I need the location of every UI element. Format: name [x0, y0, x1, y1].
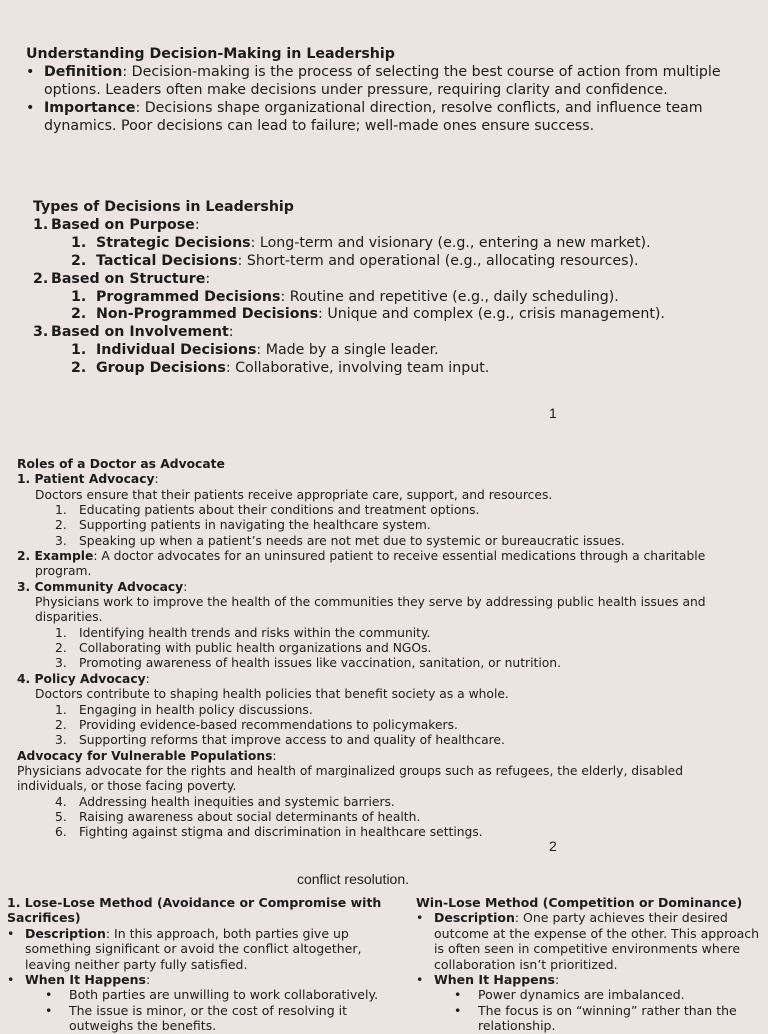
heading-community-advocacy: 3. Community Advocacy: — [17, 579, 188, 594]
section-title: Types of Decisions in Leadership — [33, 199, 294, 215]
list-item: 1. Identifying health trends and risks within the community. — [55, 625, 431, 640]
list-item: 1. Educating patients about their conditions and treatment options. — [55, 503, 480, 518]
list-item: 1. Based on Purpose: — [33, 216, 200, 233]
types-of-decisions-section — [33, 199, 753, 378]
conflict-resolution-title: conflict resolution. — [296, 871, 410, 887]
list-item: 3. Based on Involvement: — [33, 324, 234, 341]
list-item: 2. Providing evidence-based recommendations to policymakers. — [55, 717, 458, 732]
doctor-advocate-section — [17, 457, 747, 841]
paragraph: Physicians work to improve the health of the communities they serve by addressing public health issues and disparities. — [35, 595, 706, 625]
when-bullet: • When It Happens: — [7, 972, 387, 987]
list-item: • Power dynamics are imbalanced. — [416, 987, 761, 1002]
list-item: 5. Raising awareness about social determinants of health. — [55, 809, 421, 824]
list-item: 1. Strategic Decisions: Long-term and visionary (e.g., entering a new market). — [71, 234, 651, 251]
heading-policy-advocacy: 4. Policy Advocacy: — [17, 671, 150, 686]
column-heading: Win-Lose Method (Competition or Dominance) — [416, 895, 743, 910]
paragraph: Doctors ensure that their patients receive appropriate care, support, and resources. — [35, 487, 553, 502]
section-title: Understanding Decision-Making in Leadership — [26, 46, 395, 62]
heading-vulnerable-populations: Advocacy for Vulnerable Populations: — [17, 748, 277, 763]
page-number: 1 — [549, 405, 557, 421]
page-number: 2 — [549, 838, 557, 854]
list-item: 2. Based on Structure: — [33, 270, 211, 287]
paragraph: Physicians advocate for the rights and health of marginalized groups such as refugees, the elderly, disabled individuals, or those facing poverty. — [17, 763, 684, 794]
list-item: 3. Speaking up when a patient’s needs are not met due to systemic or bureaucratic issues. — [55, 533, 625, 548]
when-bullet: • When It Happens: — [416, 972, 761, 987]
column-heading: 1. Lose-Lose Method (Avoidance or Compromise with Sacrifices) — [7, 895, 382, 926]
win-lose-column — [416, 895, 761, 1034]
paragraph: Doctors contribute to shaping health policies that benefit society as a whole. — [35, 687, 509, 702]
lose-lose-column — [7, 895, 387, 1034]
heading-example: 2. Example: A doctor advocates for an uninsured patient to receive essential medications through a charitable program. — [17, 549, 706, 579]
list-item: 6. Fighting against stigma and discrimination in healthcare settings. — [55, 825, 483, 840]
description-bullet: • Description: In this approach, both parties give up something significant or avoid the conflict altogether, leaving neither party fully satisfied. — [7, 926, 387, 972]
list-item: • The issue is minor, or the cost of resolving it outweighs the benefits. — [7, 1003, 387, 1034]
section-title: Roles of a Doctor as Advocate — [17, 457, 225, 471]
definition-bullet: • Definition: Decision-making is the process of selecting the best course of action from multiple options. Leaders often make decisions under pressure, requiring clarity and confidence. — [26, 63, 726, 99]
list-item: • Both parties are unwilling to work collaboratively. — [7, 987, 387, 1002]
heading-patient-advocacy: 1. Patient Advocacy: — [17, 472, 159, 487]
list-item: 3. Supporting reforms that improve access to and quality of healthcare. — [55, 733, 505, 748]
list-item: 4. Addressing health inequities and systemic barriers. — [55, 794, 395, 809]
list-item: 2. Group Decisions: Collaborative, involving team input. — [71, 360, 490, 377]
list-item: 2. Non-Programmed Decisions: Unique and complex (e.g., crisis management). — [71, 306, 665, 323]
list-item: 1. Engaging in health policy discussions. — [55, 702, 313, 717]
list-item: 1. Individual Decisions: Made by a single leader. — [71, 342, 439, 359]
list-item: 3. Promoting awareness of health issues like vaccination, sanitation, or nutrition. — [55, 656, 561, 671]
description-bullet: • Description: One party achieves their desired outcome at the expense of the other. This approach is often seen in competitive environments where collaboration isn’t prioritized. — [416, 910, 761, 972]
list-item: 2. Tactical Decisions: Short-term and operational (e.g., allocating resources). — [71, 252, 639, 269]
decision-making-section — [26, 45, 726, 135]
list-item: • The focus is on “winning” rather than the relationship. — [416, 1003, 761, 1034]
list-item: 2. Collaborating with public health organizations and NGOs. — [55, 641, 432, 656]
importance-bullet: • Importance: Decisions shape organizational direction, resolve conflicts, and influence team dynamics. Poor decisions can lead to failure; well-made ones ensure success. — [26, 99, 726, 135]
list-item: 1. Programmed Decisions: Routine and repetitive (e.g., daily scheduling). — [71, 288, 619, 305]
list-item: 2. Supporting patients in navigating the healthcare system. — [55, 518, 431, 533]
